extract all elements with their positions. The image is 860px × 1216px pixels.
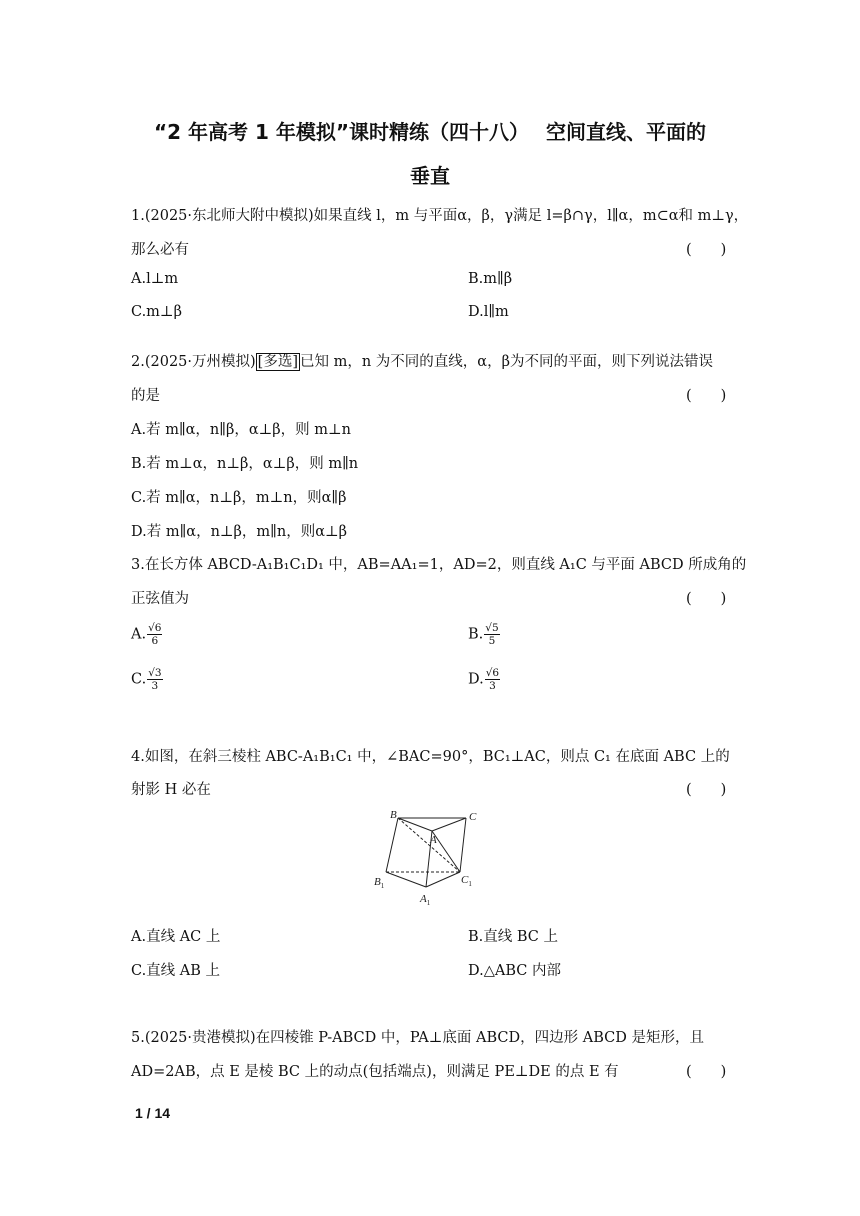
- vertex-label-b1: $B_1$: [374, 876, 385, 890]
- vertex-label-c1: $C_1$: [461, 874, 472, 888]
- vertex-label-a: A: [430, 834, 437, 846]
- edge-ba: [398, 818, 432, 831]
- vertex-label-c: C: [469, 811, 477, 823]
- edge-ac: [432, 818, 466, 831]
- q1-option-d: D.l∥m: [468, 304, 509, 320]
- q3-option-b-label: B.: [468, 626, 484, 643]
- q3-option-c-fraction: [147, 667, 162, 692]
- q2-stem-line2: 的是: [131, 388, 160, 404]
- q3-option-c-label: C.: [131, 671, 147, 688]
- q3-option-b-fraction: [484, 622, 499, 647]
- q4-answer-blank: ( ): [686, 782, 727, 798]
- q4-stem-line2: 射影 H 必在: [131, 782, 211, 798]
- q3-option-a-fraction: [147, 622, 162, 647]
- q3-answer-blank: ( ): [686, 591, 727, 607]
- denominator: 5: [488, 635, 496, 647]
- edge-a1c1: [426, 872, 460, 887]
- q1-option-b: B.m∥β: [468, 271, 513, 287]
- edge-bb1: [386, 818, 398, 872]
- q1-option-a: A.l⊥m: [131, 271, 179, 287]
- oblique-prism-figure: [370, 805, 490, 910]
- q3-option-c: [131, 667, 163, 692]
- q3-option-d: [468, 667, 500, 692]
- denominator: 3: [489, 680, 496, 692]
- edge-cc1: [460, 818, 466, 872]
- page-title: “2 年高考 1 年模拟”课时精练（四十八） 空间直线、平面的: [154, 120, 706, 144]
- denominator: 6: [151, 635, 159, 647]
- q3-option-d-fraction: [485, 667, 500, 692]
- q3-option-a-label: A.: [131, 626, 147, 643]
- q3-option-d-label: D.: [468, 671, 484, 688]
- q3-stem-line1: 3.在长方体 ABCD-A₁B₁C₁D₁ 中，AB=AA₁=1，AD=2，则直线 A₁C 与平面 ABCD 所成角的: [131, 557, 747, 573]
- page-number: 1 / 14: [135, 1105, 171, 1121]
- q2-stem-text: 已知 m，n 为不同的直线，α，β为不同的平面，则下列说法错误: [300, 354, 713, 370]
- q3-stem-line2: 正弦值为: [131, 591, 189, 607]
- q2-stem-line1: [131, 350, 713, 371]
- q1-answer-blank: ( ): [686, 242, 727, 258]
- q2-option-b: B.若 m⊥α，n⊥β，α⊥β，则 m∥n: [131, 456, 359, 472]
- q5-stem-line2: AD=2AB，点 E 是棱 BC 上的动点(包括端点)，则满足 PE⊥DE 的点 E 有: [131, 1064, 619, 1080]
- q4-stem-line1: 4.如图，在斜三棱柱 ABC-A₁B₁C₁ 中，∠BAC=90°，BC₁⊥AC，则点 C₁ 在底面 ABC 上的: [131, 749, 730, 765]
- q1-stem-line2: 那么必有: [131, 242, 189, 258]
- edge-b1a1: [386, 872, 426, 887]
- q2-option-c: C.若 m∥α，n⊥β，m⊥n，则α∥β: [131, 490, 347, 506]
- numerator: √5: [485, 622, 499, 634]
- q1-stem-line1: 1.(2025·东北师大附中模拟)如果直线 l，m 与平面α，β，γ满足 l=β∩γ，l∥α，m⊂α和 m⊥γ，: [131, 208, 749, 224]
- q5-answer-blank: ( ): [686, 1064, 727, 1080]
- q2-source: 2.(2025·万州模拟): [131, 354, 256, 370]
- q1-option-c: C.m⊥β: [131, 304, 182, 320]
- numerator: √6: [148, 622, 162, 634]
- q2-multi-choice-tag: [多选]: [257, 354, 298, 370]
- q4-option-d: D.△ABC 内部: [468, 963, 561, 979]
- q4-option-b: B.直线 BC 上: [468, 929, 559, 945]
- vertex-label-b: B: [390, 809, 397, 821]
- q2-answer-blank: ( ): [686, 388, 727, 404]
- q3-option-a: [131, 622, 162, 647]
- edge-bc1-hidden: [398, 818, 460, 872]
- q4-option-a: A.直线 AC 上: [131, 929, 221, 945]
- denominator: 3: [151, 680, 159, 692]
- q2-option-a: A.若 m∥α，n∥β，α⊥β，则 m⊥n: [131, 422, 351, 438]
- vertex-label-a1: $A_1$: [420, 893, 431, 907]
- q2-option-d: D.若 m∥α，n⊥β，m∥n，则α⊥β: [131, 524, 348, 540]
- q3-option-b: [468, 622, 500, 647]
- q5-stem-line1: 5.(2025·贵港模拟)在四棱锥 P-ABCD 中，PA⊥底面 ABCD，四边形 ABCD 是矩形，且: [131, 1030, 704, 1046]
- q4-option-c: C.直线 AB 上: [131, 963, 221, 979]
- numerator: √3: [148, 667, 162, 679]
- numerator: √6: [485, 667, 500, 679]
- page-title-line2: 垂直: [410, 164, 450, 188]
